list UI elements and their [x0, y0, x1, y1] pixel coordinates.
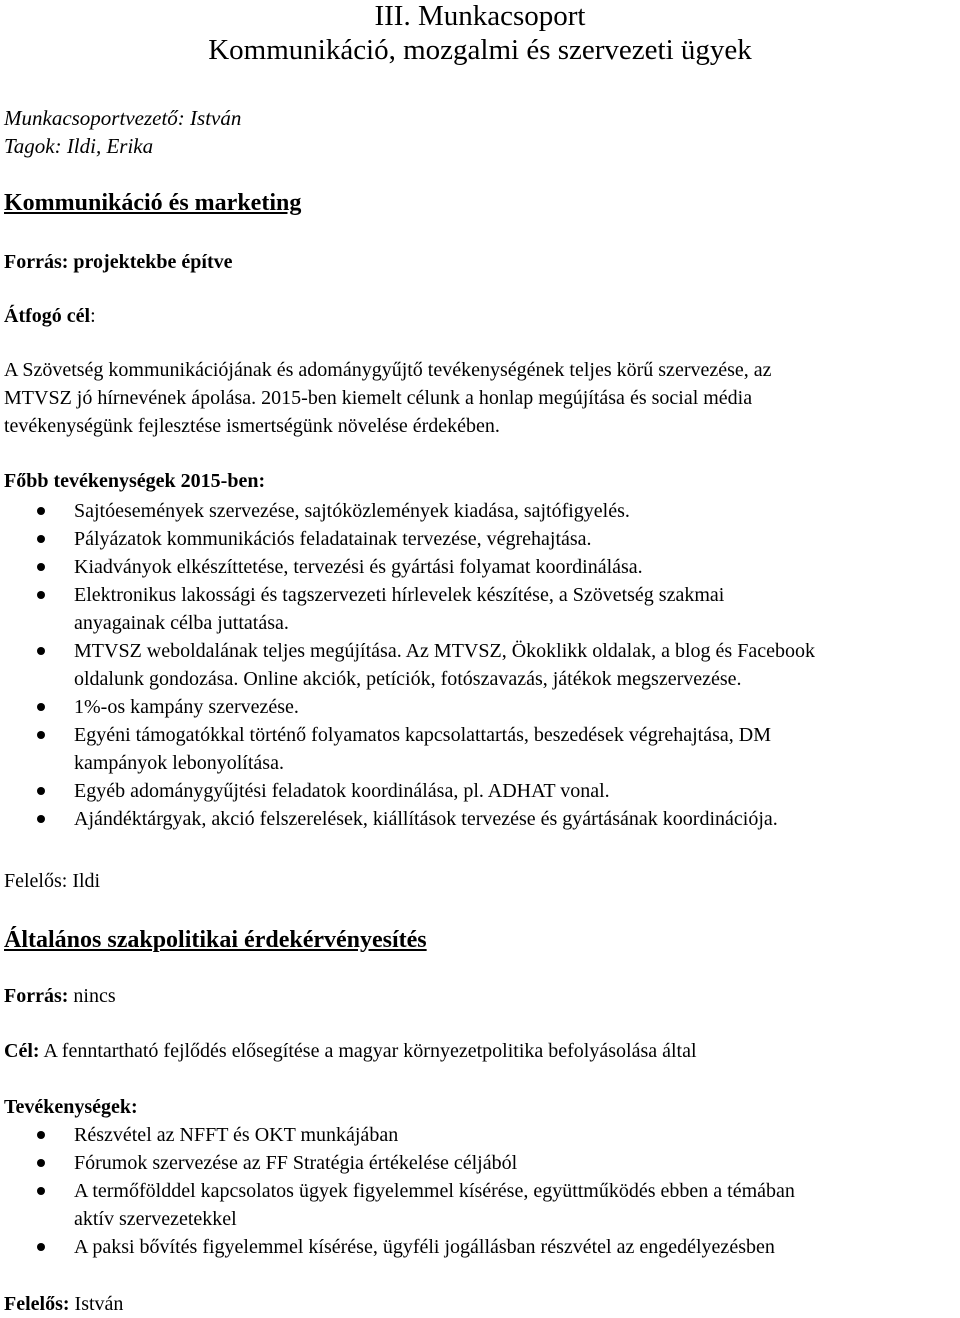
bullet-icon — [37, 563, 45, 571]
activities-label: Főbb tevékenységek 2015-ben: — [4, 470, 266, 492]
source-value: projektekbe építve — [68, 251, 233, 273]
section2-activities-label — [4, 1093, 138, 1121]
goal-value: A fenntartható fejlődés elősegítése a magyar környezetpolitika befolyásolása által — [39, 1040, 697, 1062]
list-item-text: Fórumok szervezése az FF Stratégia értékelése céljából — [74, 1152, 518, 1174]
list-item — [0, 497, 960, 525]
list-item-text: aktív szervezetekkel — [74, 1208, 237, 1230]
section2-responsible — [4, 1290, 123, 1318]
responsible-value: Ildi — [67, 870, 101, 892]
goal-label: Cél: — [4, 1040, 40, 1062]
list-item-text: Kiadványok elkészíttetése, tervezési és gyártási folyamat koordinálása. — [74, 556, 643, 578]
list-item — [0, 1205, 960, 1233]
list-item — [0, 637, 960, 665]
list-item — [0, 581, 960, 609]
goal-line: MTVSZ jó hírnevének ápolása. 2015-ben kiemelt célunk a honlap megújítása és social média — [4, 387, 753, 409]
list-item-text: Részvétel az NFFT és OKT munkájában — [74, 1124, 399, 1146]
section1-source — [4, 248, 232, 276]
list-item-text: Ajándéktárgyak, akció felszerelések, kiállítások tervezése és gyártásának koordinációja. — [74, 808, 778, 830]
bullet-icon — [37, 703, 45, 711]
goal-label: Átfogó cél — [4, 305, 91, 327]
group-leader: Munkacsoportvezető: István — [4, 106, 242, 130]
section2-source — [4, 982, 116, 1010]
list-item — [0, 777, 960, 805]
list-item-text: Elektronikus lakossági és tagszervezeti hírlevelek készítése, a Szövetség szakmai — [74, 584, 725, 606]
section1-activity-list — [0, 497, 960, 833]
list-item — [0, 1149, 960, 1177]
list-item — [0, 553, 960, 581]
bullet-icon — [37, 647, 45, 655]
section1-responsible — [4, 867, 100, 895]
list-item-text: Egyéni támogatókkal történő folyamatos kapcsolattartás, beszedések végrehajtása, DM — [74, 724, 771, 746]
list-item — [0, 693, 960, 721]
section1-goal-label — [4, 302, 96, 330]
bullet-icon — [37, 1131, 45, 1139]
bullet-icon — [37, 1187, 45, 1195]
list-item — [0, 609, 960, 637]
list-item-text: 1%-os kampány szervezése. — [74, 696, 299, 718]
source-label: Forrás: — [4, 985, 69, 1007]
bullet-icon — [37, 731, 45, 739]
source-label: Forrás: — [4, 251, 69, 273]
goal-line: tevékenységünk fejlesztése ismertségünk növelése érdekében. — [4, 415, 500, 437]
list-item — [0, 525, 960, 553]
list-item — [0, 665, 960, 693]
page-title: III. Munkacsoport — [374, 0, 586, 32]
bullet-icon — [37, 535, 45, 543]
bullet-icon — [37, 1159, 45, 1167]
activities-label: Tevékenységek: — [4, 1096, 138, 1118]
bullet-icon — [37, 787, 45, 795]
list-item — [0, 1121, 960, 1149]
section-heading-communication: Kommunikáció és marketing — [4, 190, 302, 216]
list-item — [0, 721, 960, 749]
list-item-text: A paksi bővítés figyelemmel kísérése, ügyféli jogállásban részvétel az engedélyezésben — [74, 1236, 775, 1258]
list-item — [0, 1177, 960, 1205]
section-heading-policy: Általános szakpolitikai érdekérvényesítés — [4, 927, 427, 953]
list-item-text: Pályázatok kommunikációs feladatainak tervezése, végrehajtása. — [74, 528, 592, 550]
responsible-value: István — [69, 1293, 124, 1315]
section2-activity-list — [0, 1121, 960, 1261]
section1-activities-label — [4, 467, 265, 495]
list-item-text: MTVSZ weboldalának teljes megújítása. Az MTVSZ, Ökoklikk oldalak, a blog és Facebook — [74, 640, 815, 662]
bullet-icon — [37, 815, 45, 823]
list-item-text: Egyéb adománygyűjtési feladatok koordinálása, pl. ADHAT vonal. — [74, 780, 610, 802]
list-item-text: anyagainak célba juttatása. — [74, 612, 289, 634]
goal-colon: : — [90, 305, 96, 327]
list-item-text: A termőfölddel kapcsolatos ügyek figyelemmel kísérése, együttműködés ebben a témában — [74, 1180, 795, 1202]
list-item-text: kampányok lebonyolítása. — [74, 752, 284, 774]
responsible-label: Felelős: — [4, 870, 68, 892]
list-item-text: Sajtóesemények szervezése, sajtóközlemények kiadása, sajtófigyelés. — [74, 500, 630, 522]
page-subtitle: Kommunikáció, mozgalmi és szervezeti ügyek — [208, 34, 752, 66]
list-item — [0, 805, 960, 833]
source-value: nincs — [68, 985, 116, 1007]
section2-goal — [4, 1037, 697, 1065]
bullet-icon — [37, 591, 45, 599]
group-members: Tagok: Ildi, Erika — [4, 134, 154, 158]
goal-line: A Szövetség kommunikációjának és adománygyűjtő tevékenységének teljes körű szervezése, az — [4, 359, 772, 381]
list-item — [0, 1233, 960, 1261]
bullet-icon — [37, 507, 45, 515]
list-item — [0, 749, 960, 777]
bullet-icon — [37, 1243, 45, 1251]
responsible-label: Felelős: — [4, 1293, 70, 1315]
list-item-text: oldalunk gondozása. Online akciók, petíciók, fotószavazás, játékok megszervezése. — [74, 668, 742, 690]
